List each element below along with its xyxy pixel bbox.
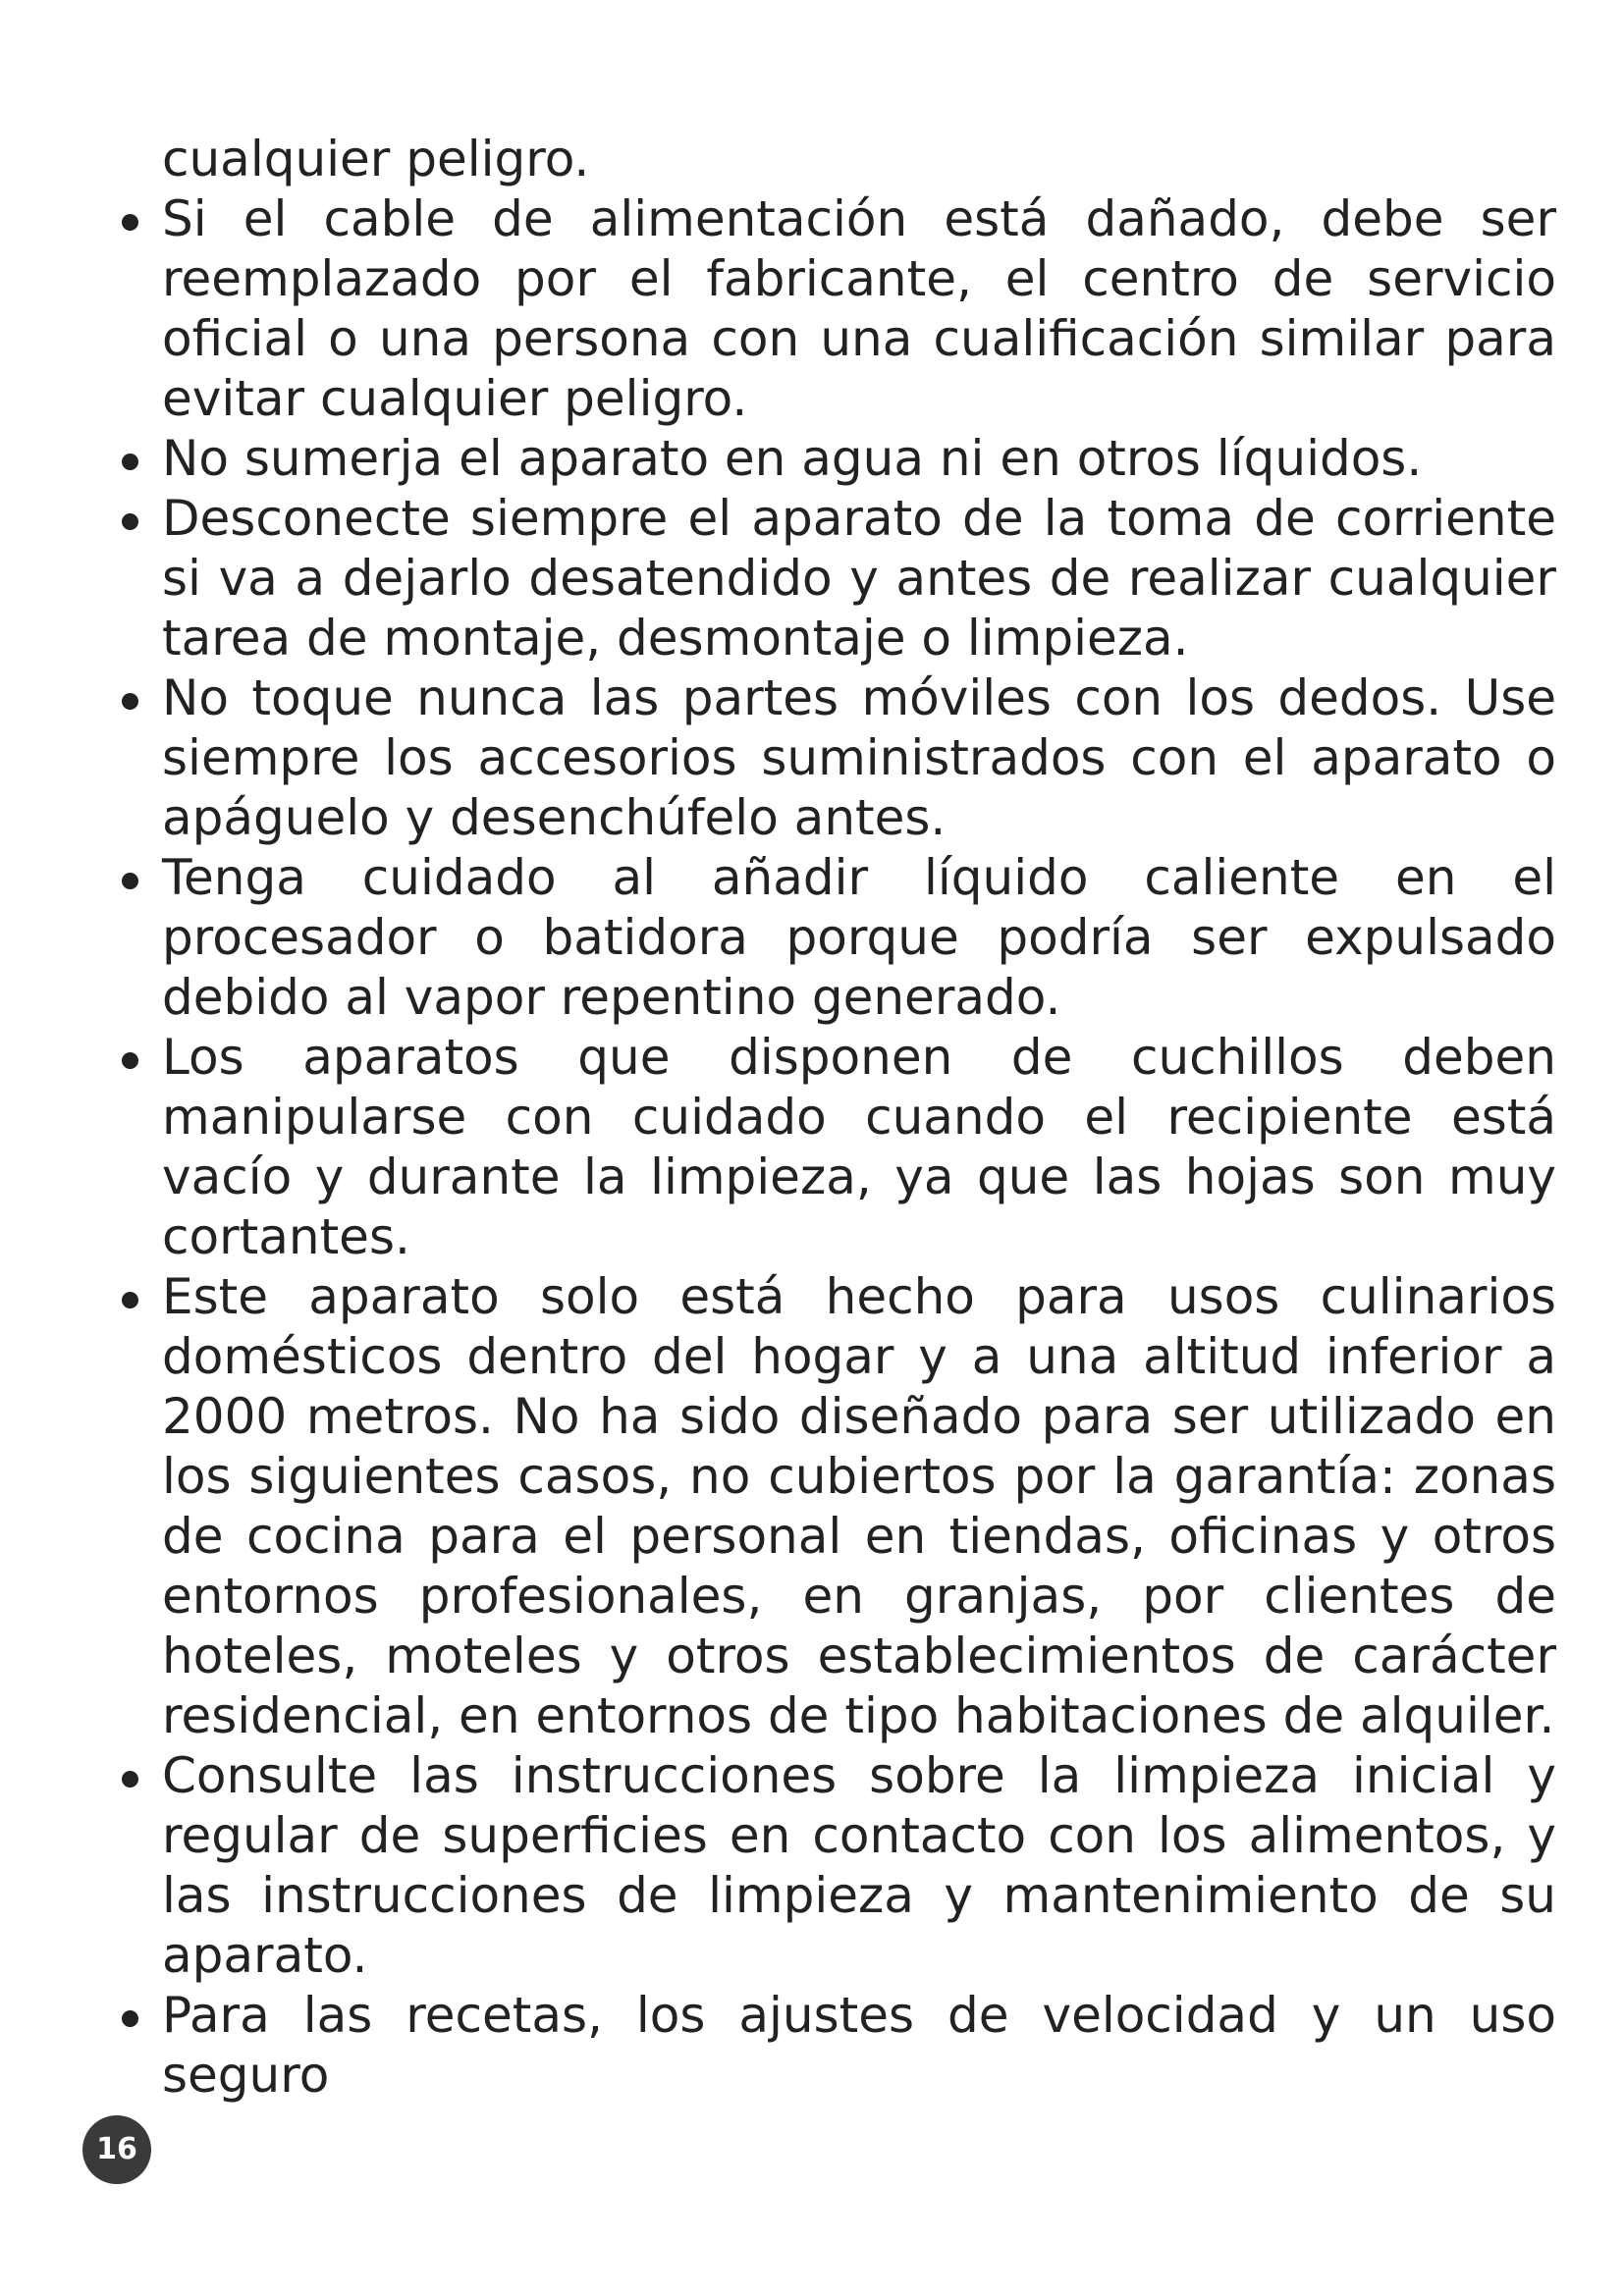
bullet-icon	[122, 214, 138, 231]
list-item-text: No sumerja el aparato en agua ni en otros líquidos.	[162, 430, 1423, 487]
bullet-icon	[122, 873, 138, 889]
list-item	[0, 489, 1556, 668]
bullet-icon	[122, 1292, 138, 1308]
list-item-text: Consulte las instrucciones sobre la limpieza inicial y regular de superficies en contacto con los alimentos, y las instrucciones de limpieza y mantenimiento de su aparato.	[162, 1747, 1556, 1984]
list-item	[0, 429, 1556, 489]
list-item	[0, 1028, 1556, 1267]
list-item-text: Si el cable de alimentación está dañado, debe ser reemplazado por el fabricante, el centro de servicio oficial o una persona con una cualificación similar para evitar cualquier peligro.	[162, 190, 1556, 427]
list-item	[0, 1986, 1556, 2106]
list-item-text: Para las recetas, los ajustes de velocidad y un uso seguro	[162, 1987, 1556, 2104]
bullet-icon	[122, 1052, 138, 1069]
continued-text: cualquier peligro.	[162, 131, 590, 187]
list-item	[0, 189, 1556, 429]
bullet-icon	[122, 693, 138, 710]
bullet-icon	[122, 1771, 138, 1788]
list-item-text: No toque nunca las partes móviles con los dedos. Use siempre los accesorios suministrados con el aparato o apáguelo y desenchúfelo antes.	[162, 669, 1556, 846]
safety-instructions-list	[0, 189, 1624, 2106]
list-item	[0, 1267, 1556, 1746]
bullet-icon	[122, 513, 138, 530]
list-item-text: Desconecte siempre el aparato de la toma de corriente si va a dejarlo desatendido y antes de realizar cualquier tarea de montaje, desmontaje o limpieza.	[162, 490, 1556, 667]
page-number-badge: 16	[82, 2115, 151, 2184]
list-item	[0, 1746, 1556, 1986]
bullet-icon	[122, 454, 138, 470]
list-item	[0, 848, 1556, 1028]
bullet-icon	[122, 2010, 138, 2027]
list-item-text: Este aparato solo está hecho para usos culinarios domésticos dentro del hogar y a una altitud inferior a 2000 metros. No ha sido diseñado para ser utilizado en los siguientes casos, no cubiertos por la garantía: zonas de cocina para el personal en tiendas, oficinas y otros entornos profesionales, en granjas, por clientes de hoteles, moteles y otros establecimientos de carácter residencial, en entornos de tipo habitaciones de alquiler.	[162, 1268, 1556, 1744]
list-item-text: Tenga cuidado al añadir líquido caliente en el procesador o batidora porque podría ser expulsado debido al vapor repentino generado.	[162, 849, 1556, 1026]
list-item-text: Los aparatos que disponen de cuchillos deben manipularse con cuidado cuando el recipiente está vacío y durante la limpieza, ya que las hojas son muy cortantes.	[162, 1029, 1556, 1265]
list-item	[0, 668, 1556, 848]
